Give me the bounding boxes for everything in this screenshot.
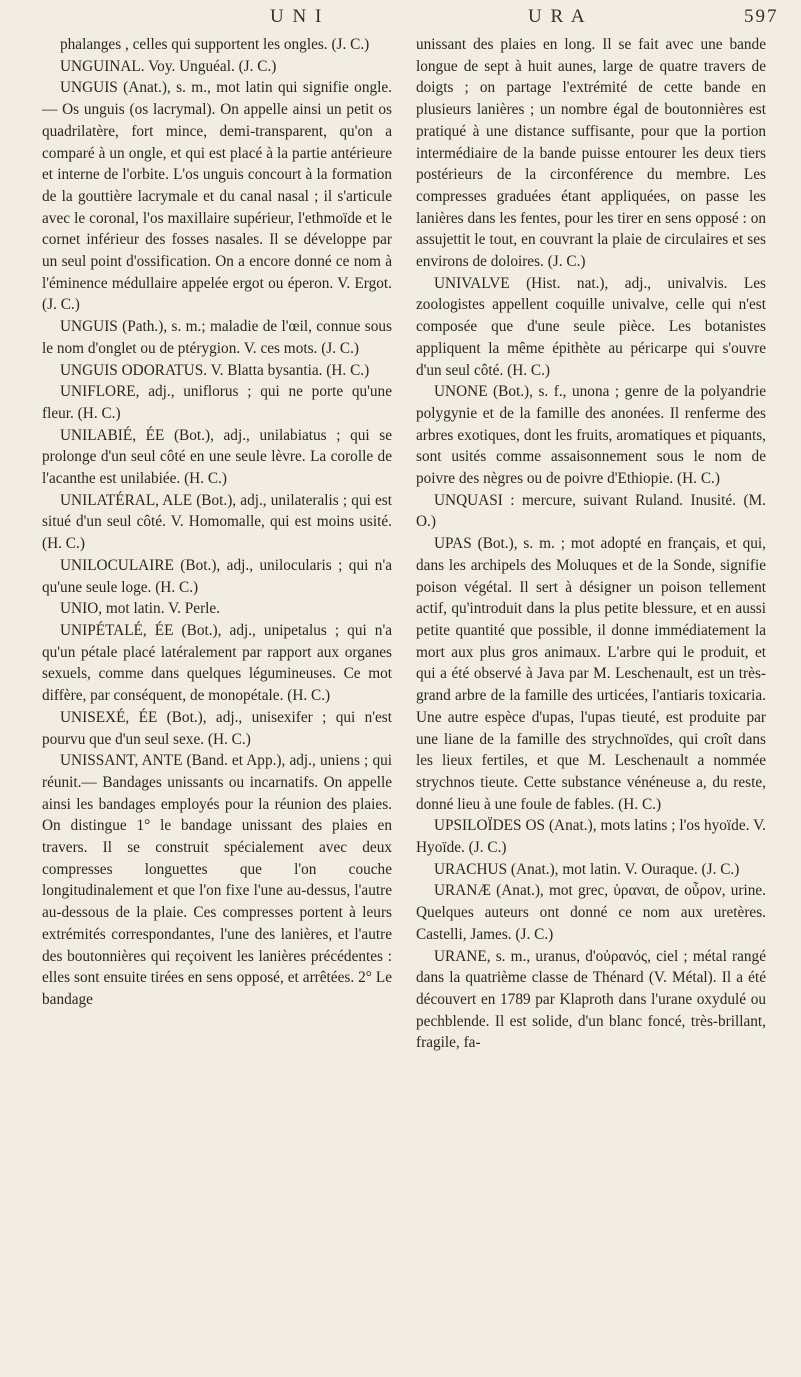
dictionary-entry: UNILABIÉ, ÉE (Bot.), adj., unilabiatus ; qui se prolonge d'un seul côté en une seule lèvre. La corolle de l'acanthe est unilabiée. (H. C.)	[42, 426, 392, 488]
dictionary-entry: UNIO, mot latin. V. Perle.	[60, 600, 221, 618]
dictionary-entry: UPSILOÏDES OS (Anat.), mots latins ; l'os hyoïde. V. Hyoïde. (J. C.)	[416, 817, 766, 857]
dictionary-entry: UNIFLORE, adj., uniflorus ; qui ne porte qu'une fleur. (H. C.)	[42, 383, 392, 422]
dictionary-entry: UPAS (Bot.), s. m. ; mot adopté en français, et qui, dans les archipels des Moluques et de la Sonde, signifie poison végétal. Il sert à désigner un poison tellement actif, qu'introduit dans la plus petite blessure, et en aussi petite quantité que possible, il donne immédiatement la mort aux plus gros animaux. L'arbre qui le produit, et qui a été observé à Java par M. Leschenault, est un très-grand arbre de la famille des urticées, l'antiaris toxicaria. Une autre espèce d'upas, l'upas tieuté, est produite par une liane de la famille des strychnoïdes, qui croît dans les lieux fertiles, et que M. Leschenault a nommée strychnos tieute. Cette substance vénéneuse a, du reste, donné lieu à une foule de fables. (H. C.)	[416, 535, 766, 813]
dictionary-entry: unissant des plaies en long. Il se fait avec une bande longue de sept à huit aunes, large de quatre travers de doigts ; on partage l'extrémité de cette bande en plusieurs lanières ; un nombre égal de boutonnières est pratiqué à une distance suffisante, pour que la portion intermédiaire de la bande puisse entourer les deux tiers postérieurs de la circonférence du membre. Les compresses graduées étant appliquées, on passe les lanières dans les fentes, pour les tirer en sens opposé : on assujettit le tout, en couvrant la plaie de circulaires et ses environs de doloires. (J. C.)	[416, 36, 766, 271]
dictionary-entry: UNISSANT, ANTE (Band. et App.), adj., uniens ; qui réunit.— Bandages unissants ou incarnatifs. On appelle ainsi les bandages employés pour la réunion des plaies. On distingue 1° le bandage unissant des plaies en travers. Il se construit spécialement avec deux compresses longuettes que l'on couche longitudinalement et que l'on fixe l'une au-dessus, l'autre au-dessous de la plaie. Ces compresses portent à leurs extrémités correspondantes, l'une des lanières, et l'autre des boutonnières qui reçoivent les lanières précédentes : elles sont ensuite tirées en sens opposé, et arrêtées. 2° Le bandage	[42, 752, 392, 1008]
dictionary-entry: UNILOCULAIRE (Bot.), adj., unilocularis ; qui n'a qu'une seule loge. (H. C.)	[42, 556, 392, 596]
dictionary-entry: UNQUASI : mercure, suivant Ruland. Inusité. (M. O.)	[416, 491, 766, 531]
dictionary-entry: UNONE (Bot.), s. f., unona ; genre de la polyandrie polygynie et de la famille des anonées. Il renferme des arbres exotiques, dont les fruits, aromatiques et piquants, sont usités comme assaisonnement sous le nom de poivre des nègres ou de poivre d'Ethiopie. (H. C.)	[416, 383, 766, 488]
dictionary-entry: phalanges , celles qui supportent les ongles. (J. C.)	[60, 36, 370, 53]
dictionary-entry: UNGUIS ODORATUS. V. Blatta bysantia. (H. C.)	[60, 361, 370, 379]
dictionary-entry: URACHUS (Anat.), mot latin. V. Ouraque. (J. C.)	[434, 860, 740, 878]
running-head	[0, 6, 801, 30]
dictionary-entry: UNGUIS (Anat.), s. m., mot latin qui signifie ongle.— Os unguis (os lacrymal). On appelle ainsi un petit os quadrilatère, fort mince, demi-transparent, qu'on a comparé à un ongle, et qui est placé à la partie antérieure et interne de l'orbite. L'os unguis concourt à la formation de la gouttière lacrymale et du canal nasal ; il s'articule avec le coronal, l'os maxillaire supérieur, l'ethmoïde et le cornet inférieur des fosses nasales. Il se développe par un seul point d'ossification. On a encore donné ce nom à l'éminence médullaire appelée ergot ou éperon. V. Ergot. (J. C.)	[42, 79, 392, 314]
dictionary-entry: UNISEXÉ, ÉE (Bot.), adj., unisexifer ; qui n'est pourvu que d'un seul sexe. (H. C.)	[42, 708, 392, 748]
dictionary-entry: URANE, s. m., uranus, d'οὐρανός, ciel ; métal rangé dans la quatrième classe de Thénard (V. Métal). Il a été découvert en 1789 par Klaproth dans l'urane oxydulé ou pechblende. Il est solide, d'un blanc foncé, très-brillant, fragile, fa-	[416, 947, 766, 1052]
dictionary-entry: UNGUIS (Path.), s. m.; maladie de l'œil, connue sous le nom d'onglet ou de ptérygion. V. ces mots. (J. C.)	[42, 318, 392, 357]
left-column	[42, 34, 392, 1011]
dictionary-entry: UNIPÉTALÉ, ÉE (Bot.), adj., unipetalus ; qui n'a qu'un pétale placé latéralement par rapport aux organes sexuels, comme dans quelques légumineuses. Ce mot diffère, par conséquent, de monopétale. (H. C.)	[42, 621, 392, 705]
dictionary-entry: URANÆ (Anat.), mot grec, ὑραναι, de οὖρον, urine. Quelques auteurs ont donné ce nom aux uretères. Castelli, James. (J. C.)	[416, 882, 766, 943]
running-head-middle: U R A	[528, 6, 587, 27]
right-column	[416, 34, 766, 1054]
dictionary-entry: UNGUINAL. Voy. Unguéal. (J. C.)	[60, 57, 277, 75]
dictionary-entry: UNILATÉRAL, ALE (Bot.), adj., unilateralis ; qui est situé d'un seul côté. V. Homomalle, qui est moins usité. (H. C.)	[42, 491, 392, 553]
page-number: 597	[744, 6, 779, 27]
running-head-left: U N I	[270, 6, 324, 27]
dictionary-entry: UNIVALVE (Hist. nat.), adj., univalvis. Les zoologistes appellent coquille univalve, celle qui n'est composée que d'une seule pièce. Les botanistes appliquent la même épithète au péricarpe qui s'ouvre d'un seul côté. (H. C.)	[416, 274, 766, 379]
